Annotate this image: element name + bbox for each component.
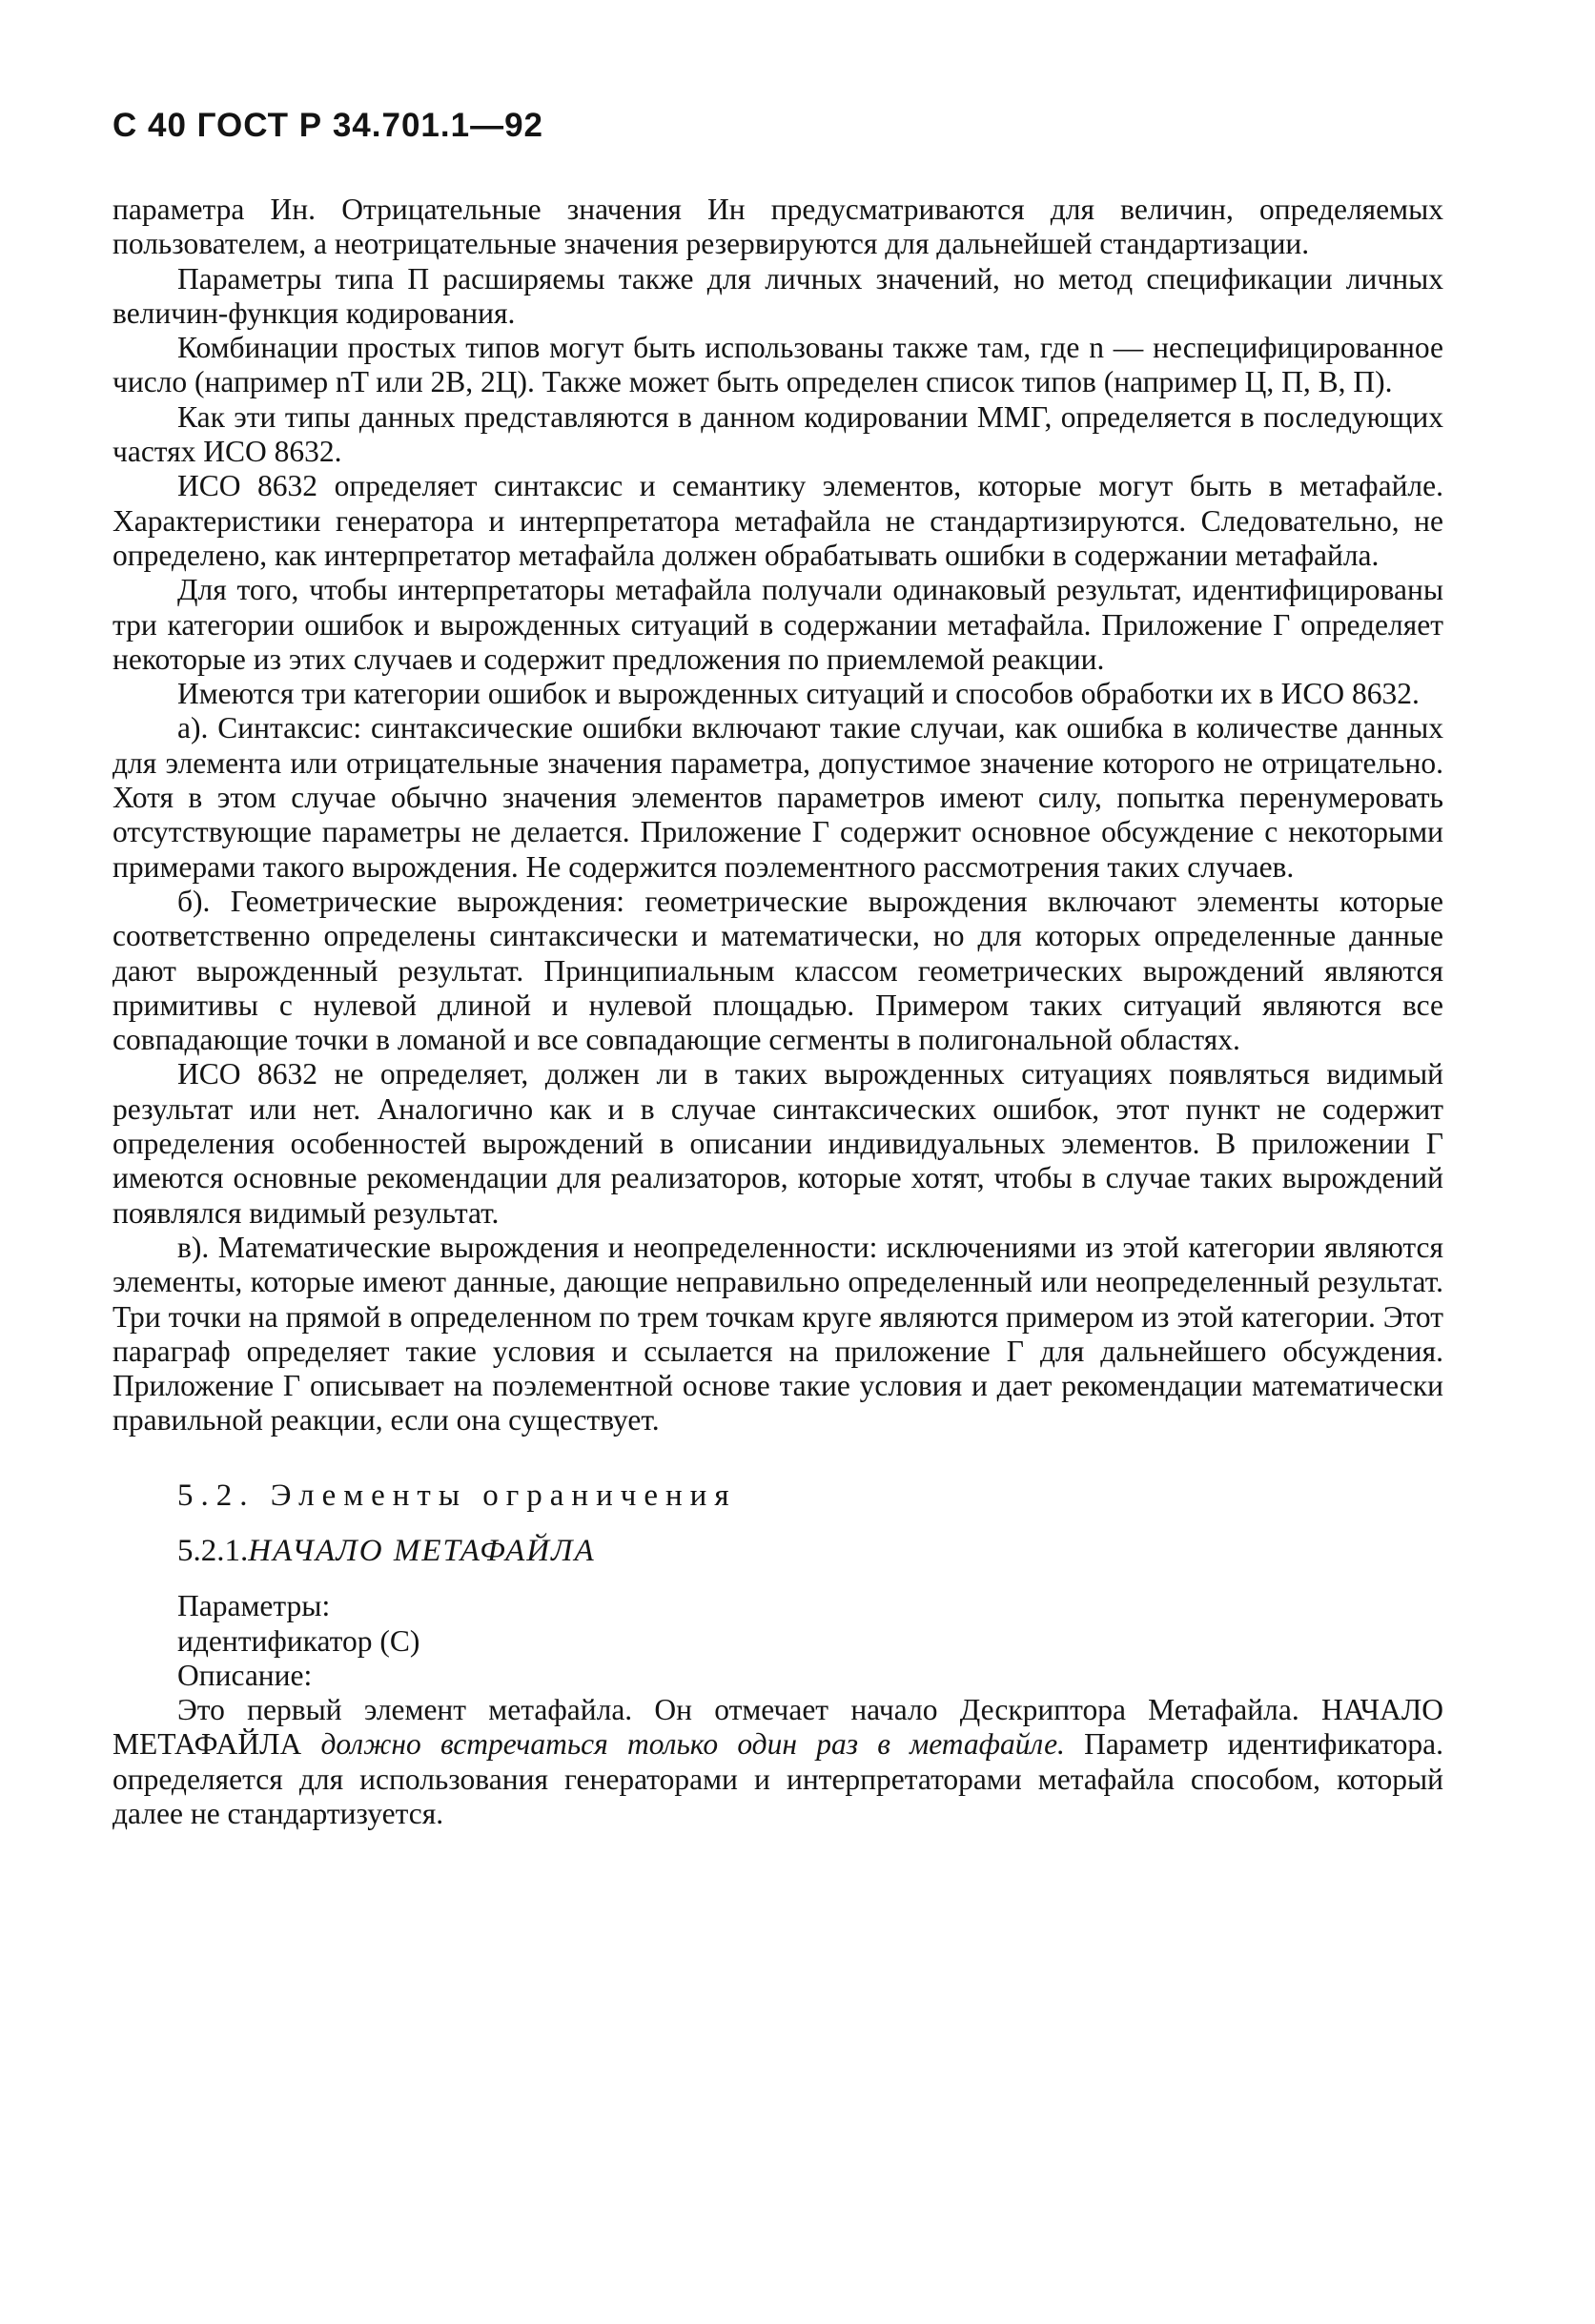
list-item-v: в). Математические вырождения и неопределенности: исключениями из этой категории являются элементы, которые имеют данные, дающие неправильно определенный или неопределенный результат. Три точки на прямой в определенном по трем точкам круге являются примером из этой категории. Этот параграф определяет такие условия и ссылается на приложение Г для дальнейшего обсуждения. Приложение Г описывает на поэлементной основе такие условия и дает рекомендации математически правильной реакции, если она существует.: [112, 1230, 1443, 1437]
section-title: 5.2. Элементы ограничения: [177, 1478, 737, 1513]
description-label: Описание:: [177, 1658, 313, 1692]
list-item-a: а). Синтаксис: синтаксические ошибки включают такие случаи, как ошибка в количестве данных для элемента или отрицательные значения параметра, допустимое значение которого не отрицательно. Хотя в этом случае обычно значения элементов параметров имеют силу, попытка перенумеровать отсутствующие параметры не делается. Приложение Г содержит основное обсуждение с некоторыми примерами такого вырождения. Не содержится поэлементного рассмотрения таких случаев.: [112, 711, 1443, 884]
paragraph: ИСО 8632 не определяет, должен ли в таких вырожденных ситуациях появляться видимый результат или нет. Аналогично как и в случае синтаксических ошибок, этот пункт не содержит определения особенностей вырождений в описании индивидуальных элементов. В приложении Г имеются основные рекомендации для реализаторов, которые хотят, чтобы в случае таких вырождений появлялся видимый результат.: [112, 1057, 1443, 1230]
element-description: [112, 1589, 1443, 1831]
description-part-2: Параметр идентификатора. определяется для использования генераторами и интерпретаторами метафайла способом, который далее не стандартизуется.: [112, 1727, 1443, 1831]
paragraph: Как эти типы данных представляются в данном кодировании ММГ, определяется в последующих частях ИСО 8632.: [112, 399, 1443, 469]
body-text: [112, 193, 1443, 1831]
subsection-number: 5.2.1.: [177, 1533, 249, 1568]
subsection-title: [177, 1534, 1443, 1568]
description-text: [112, 1693, 1443, 1831]
paragraph: Для того, чтобы интерпретаторы метафайла получали одинаковый результат, идентифицированы три категории ошибок и вырожденных ситуаций в содержании метафайла. Приложение Г определяет некоторые из этих случаев и содержит предложения по приемлемой реакции.: [112, 573, 1443, 676]
subsection-name: НАЧАЛО МЕТАФАЙЛА: [248, 1533, 596, 1568]
list-item-b: б). Геометрические вырождения: геометрические вырождения включают элементы которые соответственно определены синтаксически и математически, но для которых определенные данные дают вырожденный результат. Принципиальным классом геометрических вырождений являются примитивы с нулевой длиной и нулевой площадью. Примером таких ситуаций являются все совпадающие точки в ломаной и все совпадающие сегменты в полигональной областях.: [112, 884, 1443, 1057]
params-label: Параметры:: [177, 1589, 331, 1623]
paragraph: Параметры типа П расширяемы также для личных значений, но метод спецификации личных величин-функция кодирования.: [112, 261, 1443, 330]
param-identifier: идентификатор (С): [177, 1623, 420, 1658]
description-italic: должно встречаться только один раз в метафайле.: [320, 1727, 1065, 1762]
paragraph: Имеются три категории ошибок и вырожденных ситуаций и способов обработки их в ИСО 8632.: [177, 677, 1420, 711]
paragraph-continuation: параметра Ин. Отрицательные значения Ин предусматриваются для величин, определяемых пользователем, а неотрицательные значения резервируются для дальнейшей стандартизации.: [112, 193, 1443, 261]
document-page: [112, 107, 1443, 1831]
page-header: С 40 ГОСТ Р 34.701.1—92: [112, 107, 544, 144]
description-part-1: Это первый элемент метафайла. Он отмечает начало Дескриптора Метафайла. НАЧАЛО МЕТАФАЙЛА: [112, 1693, 1443, 1762]
paragraph: Комбинации простых типов могут быть использованы также там, где n — неспецифицированное число (например nT или 2В, 2Ц). Также может быть определен список типов (например Ц, П, В, П).: [112, 331, 1443, 399]
paragraph: ИСО 8632 определяет синтаксис и семантику элементов, которые могут быть в метафайле. Характеристики генератора и интерпретатора метафайла не стандартизируются. Следовательно, не определено, как интерпретатор метафайла должен обрабатывать ошибки в содержании метафайла.: [112, 469, 1443, 572]
